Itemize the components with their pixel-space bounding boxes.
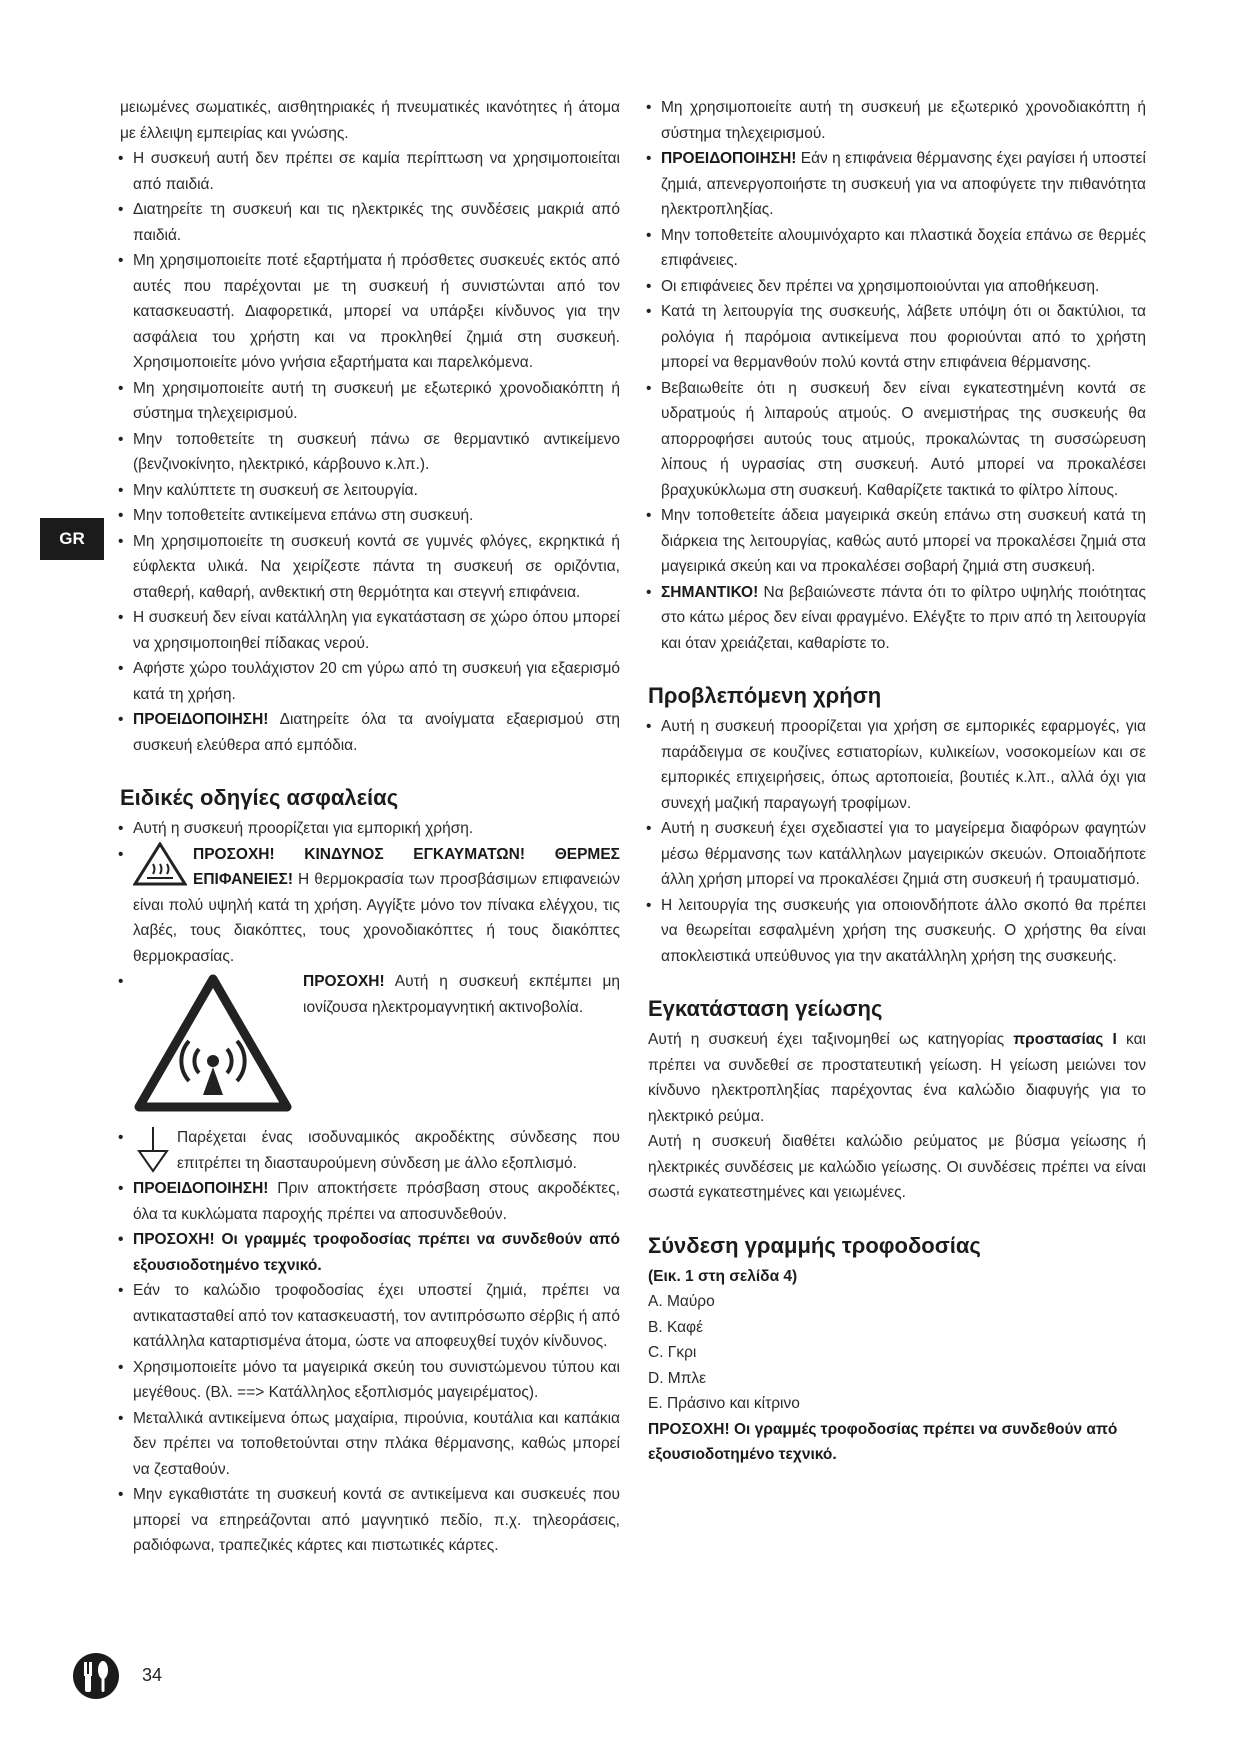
list-item: • Βεβαιωθείτε ότι η συσκευή δεν είναι εγκατεστημένη κοντά σε υδρατμούς ή λιπαρούς ατμούς. Ο ανεμιστήρας της συσκευής θα απορροφήσει αυτούς τους ατμούς, προκαλώντας τη συσσώρευση λίπους ή υγρασίας στη συσκευή. Αυτό μπορεί να προκαλέσει βραχυκύκλωμα στη συσκευή. Καθαρίζετε τακτικά το φίλτρο λίπους. (648, 376, 1146, 504)
language-tab: GR (40, 518, 104, 560)
radiation-warning-icon (133, 973, 293, 1113)
list-item: • Η συσκευή δεν είναι κατάλληλη για εγκατάσταση σε χώρο όπου μπορεί να χρησιμοποιηθεί πίδακας νερού. (120, 605, 620, 656)
page-number: 34 (142, 1665, 163, 1685)
list-item: • Μη χρησιμοποιείτε αυτή τη συσκευή με εξωτερικό χρονοδιακόπτη ή σύστημα τηλεχειρισμού. (648, 95, 1146, 146)
warning-label: ΠΡΟΣΟΧΗ! ΚΙΝΔΥΝΟΣ ΕΓΚΑΥΜΑΤΩΝ! ΘΕΡΜΕΣ ΕΠΙΦΑΝΕΙΕΣ! (193, 845, 620, 888)
wire-color-item: E. Πράσινο και κίτρινο (648, 1395, 800, 1412)
right-column (648, 95, 1146, 1468)
list-item (120, 1176, 620, 1227)
list-item: • Οι επιφάνειες δεν πρέπει να χρησιμοποιούνται για αποθήκευση. (648, 274, 1146, 300)
paragraph (648, 1027, 1146, 1129)
warning-label: ΠΡΟΕΙΔΟΠΟΙΗΣΗ! (133, 1180, 269, 1197)
list-item-text: Η θερμοκρασία των προσβάσιμων επιφανειών είναι πολύ υψηλή κατά τη χρήση. Αγγίξτε μόνο τον πίνακα ελέγχου, τις λαβές, τους διακόπτες, τους χρονοδιακόπτες ή τους διακόπτες θερμοκρασίας. (133, 871, 620, 965)
list-item-text: Εάν η επιφάνεια θέρμανσης έχει ραγίσει ή υποστεί ζημιά, απενεργοποιήστε τη συσκευή για να αποφύγετε την πιθανότητα ηλεκτροπληξίας. (661, 150, 1146, 218)
hot-surface-warning-icon (133, 842, 187, 886)
figure-reference: (Εικ. 1 στη σελίδα 4) (648, 1267, 798, 1285)
list-item: • Μη χρησιμοποιείτε ποτέ εξαρτήματα ή πρόσθετες συσκευές εκτός από αυτές που παρέχονται με τη συσκευή ή συνιστώνται από τον κατασκευαστή. Διαφορετικά, μπορεί να υπάρξει κίνδυνος για την ασφάλεια του χρήστη και να προκληθεί ζημιά στη συσκευή. Χρησιμοποιείτε μόνο γνήσια εξαρτήματα και παρελκόμενα. (120, 248, 620, 376)
paragraph: Αυτή η συσκευή διαθέτει καλώδιο ρεύματος με βύσμα γείωσης ή ηλεκτρικές συνδέσεις με καλώδιο γείωσης. Οι συνδέσεις πρέπει να είναι σωστά εγκατεστημένες και γειωμένες. (648, 1133, 1146, 1201)
list-item: • Η συσκευή αυτή δεν πρέπει σε καμία περίπτωση να χρησιμοποιείται από παιδιά. (120, 146, 620, 197)
warning-label: ΠΡΟΕΙΔΟΠΟΙΗΣΗ! (133, 711, 269, 728)
wire-color-item: D. Μπλε (648, 1369, 707, 1387)
list-item: • Μεταλλικά αντικείμενα όπως μαχαίρια, πιρούνια, κουτάλια και καπάκια δεν πρέπει να τοποθετούνται στην πλάκα θέρμανσης, καθώς μπορεί να ζεσταθούν. (120, 1406, 620, 1483)
warning-label: ΠΡΟΕΙΔΟΠΟΙΗΣΗ! (661, 150, 797, 167)
list-item (648, 580, 1146, 657)
list-item-text: Αυτή η συσκευή εκπέμπει μη ιονίζουσα ηλεκτρομαγνητική ακτινοβολία. (303, 973, 620, 1016)
list-item: • ΠΡΟΣΟΧΗ! Οι γραμμές τροφοδοσίας πρέπει να συνδεθούν από εξουσιοδοτημένο τεχνικό. (120, 1227, 620, 1278)
connection-warning: ΠΡΟΣΟΧΗ! Οι γραμμές τροφοδοσίας πρέπει να συνδεθούν από εξουσιοδοτημένο τεχνικό. (648, 1420, 1118, 1463)
list-item: • Εάν το καλώδιο τροφοδοσίας έχει υποστεί ζημιά, πρέπει να αντικατασταθεί από τον κατασκευαστή, τον αντιπρόσωπο σέρβις ή από κατάλληλα καταρτισμένα άτομα, ώστε να αποφευχθεί τυχόν κίνδυνος. (120, 1278, 620, 1355)
section-heading-power-connection: Σύνδεση γραμμής τροφοδοσίας (648, 1232, 981, 1258)
left-column (120, 95, 620, 1559)
wire-color-item: B. Καφέ (648, 1318, 704, 1336)
list-item: • Αυτή η συσκευή προορίζεται για χρήση σε εμπορικές εφαρμογές, για παράδειγμα σε κουζίνες εστιατορίων, κυλικείων, νοσοκομείων και σε εμπορικές επιχειρήσεις, όπως αρτοποιεία, βουτιές κ.λπ., αλλά όχι για συνεχή μαζική παραγωγή τροφίμων. (648, 714, 1146, 816)
list-item (120, 842, 620, 970)
list-item (120, 969, 620, 1119)
list-item: • Μην τοποθετείτε αλουμινόχαρτο και πλαστικά δοχεία επάνω σε θερμές επιφάνειες. (648, 223, 1146, 274)
list-item: • Μην τοποθετείτε άδεια μαγειρικά σκεύη επάνω στη συσκευή κατά τη διάρκεια της λειτουργίας, καθώς αυτό μπορεί να προκαλέσει ζημιά στα μαγειρικά σκεύη και να προκαλέσει σοβαρή ζημιά στη συσκευή. (648, 503, 1146, 580)
warning-label: ΠΡΟΣΟΧΗ! (303, 973, 385, 990)
list-item: • Διατηρείτε τη συσκευή και τις ηλεκτρικές της συνδέσεις μακριά από παιδιά. (120, 197, 620, 248)
list-item: • Αφήστε χώρο τουλάχιστον 20 cm γύρω από τη συσκευή για εξαερισμό κατά τη χρήση. (120, 656, 620, 707)
list-item: • Μη χρησιμοποιείτε τη συσκευή κοντά σε γυμνές φλόγες, εκρηκτικά ή εύφλεκτα υλικά. Να χειρίζεστε πάντα τη συσκευή σε οριζόντια, σταθερή, καθαρή, ανθεκτική στη θερμότητα και στεγνή επιφάνεια. (120, 529, 620, 606)
important-label: ΣΗΜΑΝΤΙΚΟ! (661, 583, 759, 601)
list-item: • Αυτή η συσκευή έχει σχεδιαστεί για το μαγείρεμα διαφόρων φαγητών μέσω θέρμανσης των κατάλληλων μαγειρικών σκευών. Οποιαδήποτε άλλη χρήση μπορεί να προκαλέσει ζημιά στη συσκευή ή τραυματισμό. (648, 816, 1146, 893)
list-item: • Μη χρησιμοποιείτε αυτή τη συσκευή με εξωτερικό χρονοδιακόπτη ή σύστημα τηλεχειρισμού. (120, 376, 620, 427)
section-heading-intended-use: Προβλεπόμενη χρήση (648, 683, 882, 708)
section-heading-grounding: Εγκατάσταση γείωσης (648, 996, 883, 1021)
list-item (648, 146, 1146, 223)
list-item: • Η λειτουργία της συσκευής για οποιονδήποτε άλλο σκοπό θα πρέπει να θεωρείται εσφαλμένη χρήση της συσκευής. Ο χρήστης θα είναι αποκλειστικά υπεύθυνος για την ακατάλληλη χρήση της συσκευής. (648, 893, 1146, 970)
list-item-text: Πριν αποκτήσετε πρόσβαση στους ακροδέκτες, όλα τα κυκλώματα παροχής πρέπει να αποσυνδεθούν. (133, 1180, 620, 1223)
list-item (120, 707, 620, 758)
paragraph-text: Αυτή η συσκευή έχει ταξινομηθεί ως κατηγορίας (648, 1031, 1014, 1048)
list-item-text: Να βεβαιώνεστε πάντα ότι το φίλτρο υψηλής ποιότητας στο κάτω μέρος δεν είναι φραγμένο. Ελέγξτε το πριν από τη λειτουργία και όταν χρειάζεται, καθαρίστε το. (661, 583, 1146, 652)
list-item: • Αυτή η συσκευή προορίζεται για εμπορική χρήση. (120, 816, 620, 842)
wire-color-item: A. Μαύρο (648, 1293, 715, 1310)
list-item-text: Παρέχεται ένας ισοδυναμικός ακροδέκτης σύνδεσης που επιτρέπει τη διασταυρούμενη σύνδεση με άλλο εξοπλισμό. (177, 1129, 620, 1172)
equipotential-ground-icon (133, 1125, 173, 1175)
list-item: • Μην εγκαθιστάτε τη συσκευή κοντά σε αντικείμενα και συσκευές που μπορεί να επηρεάζονται από μαγνητικό πεδίο, π.χ. τηλεοράσεις, ραδιόφωνα, τραπεζικές κάρτες και πιστωτικές κάρτες. (120, 1482, 620, 1559)
list-item-text: Διατηρείτε όλα τα ανοίγματα εξαερισμού στη συσκευή ελεύθερα από εμπόδια. (133, 711, 620, 754)
wire-color-item: C. Γκρι (648, 1344, 697, 1361)
section-heading-special-safety: Ειδικές οδηγίες ασφαλείας (120, 785, 399, 810)
paragraph-text: και πρέπει να συνδεθεί σε προστατευτική γείωση. Η γείωση μειώνει τον κίνδυνο ηλεκτροπληξίας παρέχοντας ένα καλώδιο διαφυγής για το ηλεκτρικό ρεύμα. (648, 1031, 1146, 1125)
list-item: • Μην καλύπτετε τη συσκευή σε λειτουργία. (120, 478, 620, 504)
list-item: • Μην τοποθετείτε αντικείμενα επάνω στη συσκευή. (120, 503, 620, 529)
paragraph: μειωμένες σωματικές, αισθητηριακές ή πνευματικές ικανότητες ή άτομα με έλλειψη εμπειρίας και γνώσης. (120, 99, 620, 142)
protection-class-label: προστασίας I (1013, 1031, 1117, 1048)
list-item: • Κατά τη λειτουργία της συσκευής, λάβετε υπόψη ότι οι δακτύλιοι, τα ρολόγια ή παρόμοια αντικείμενα που φοριούνται από το χρήστη μπορεί να θερμανθούν πολύ κοντά στην επιφάνεια θέρμανσης. (648, 299, 1146, 376)
list-item: • Μην τοποθετείτε τη συσκευή πάνω σε θερμαντικό αντικείμενο (βενζινοκίνητο, ηλεκτρικό, κάρβουνο κ.λπ.). (120, 427, 620, 478)
list-item (120, 1125, 620, 1176)
list-item: • Χρησιμοποιείτε μόνο τα μαγειρικά σκεύη του συνιστώμενου τύπου και μεγέθους. (Βλ. ==> Κατάλληλος εξοπλισμός μαγειρέματος). (120, 1355, 620, 1406)
cutlery-icon (72, 1652, 120, 1700)
